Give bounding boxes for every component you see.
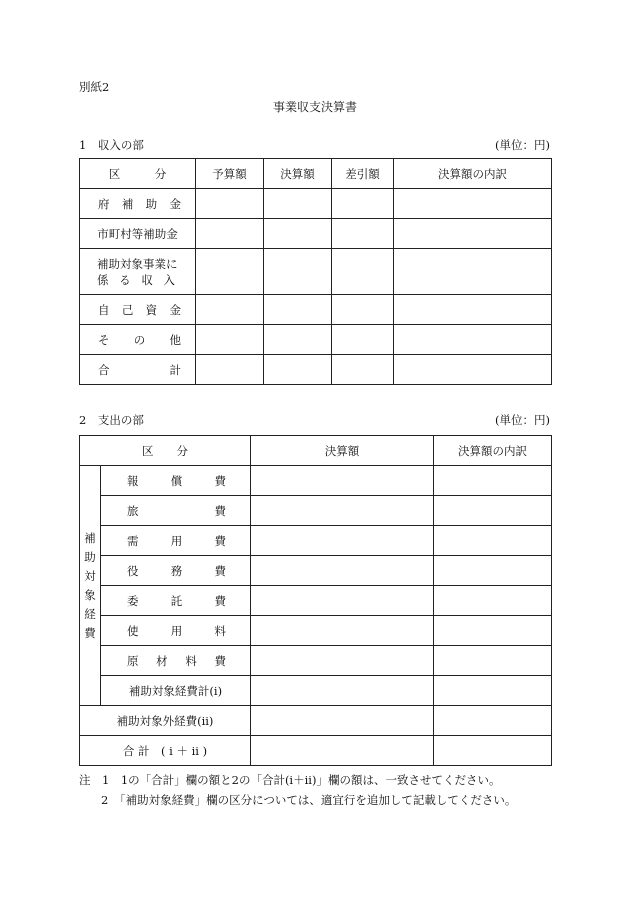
income-row-own-funds	[80, 295, 552, 325]
table-cell[interactable]	[394, 325, 552, 355]
income-header-budget: 予算額	[196, 159, 264, 189]
label-char: 合	[98, 362, 110, 377]
income-header-difference: 差引額	[332, 159, 394, 189]
table-cell[interactable]	[251, 736, 434, 766]
label-char: 費	[214, 533, 226, 548]
expense-row-compensation	[80, 466, 552, 496]
label-char: 自	[98, 302, 110, 317]
expense-table	[79, 435, 552, 766]
table-cell[interactable]	[394, 189, 552, 219]
table-cell[interactable]	[434, 556, 552, 586]
income-total-label	[80, 362, 195, 378]
table-cell[interactable]	[394, 295, 552, 325]
table-cell[interactable]	[196, 249, 264, 295]
project-income-line1: 補助対象事業に	[97, 256, 178, 271]
table-cell[interactable]	[251, 496, 434, 526]
expense-unit-label: (単位：円)	[495, 413, 550, 427]
travel-label	[101, 503, 250, 519]
expense-row-usage	[80, 616, 552, 646]
expense-label-compensation	[101, 466, 251, 496]
income-header-row	[80, 159, 552, 189]
table-cell[interactable]	[332, 295, 394, 325]
table-cell[interactable]	[434, 586, 552, 616]
label-char: 助	[145, 196, 158, 211]
table-cell[interactable]	[434, 616, 552, 646]
table-cell[interactable]	[332, 249, 394, 295]
own-funds-label	[80, 302, 195, 318]
table-cell[interactable]	[434, 496, 552, 526]
table-cell[interactable]	[264, 249, 332, 295]
label-char: 係	[97, 272, 109, 287]
expense-section-heading: 2 支出の部	[79, 413, 144, 427]
expense-label-supplies	[101, 526, 251, 556]
table-cell[interactable]	[264, 219, 332, 249]
income-label-own-funds	[80, 295, 196, 325]
expense-header-category: 区 分	[80, 436, 251, 466]
income-label-prefecture-subsidy	[80, 189, 196, 219]
label-char: 助	[84, 549, 96, 564]
materials-label	[101, 653, 250, 669]
expense-label-total: 合 計 ( i ＋ ii )	[80, 736, 251, 766]
expense-label-non-subsidy: 補助対象外経費(ii)	[80, 706, 251, 736]
income-label-other	[80, 325, 196, 355]
expense-row-commission	[80, 586, 552, 616]
label-char: そ	[98, 332, 110, 347]
label-char: 補	[84, 530, 96, 545]
label-char: る	[119, 272, 131, 287]
label-char: 象	[84, 587, 96, 602]
expense-label-commission	[101, 586, 251, 616]
services-label	[101, 563, 250, 579]
label-char: 役	[127, 563, 139, 578]
other-label	[80, 332, 195, 348]
income-table	[79, 158, 552, 385]
note-2: 2 「補助対象経費」欄の区分については、適宜行を追加して記載してください。	[101, 793, 517, 807]
label-char: 費	[214, 503, 226, 518]
income-label-municipal-subsidy: 市町村等補助金	[80, 219, 196, 249]
income-header-category: 区 分	[80, 159, 196, 189]
expense-label-travel	[101, 496, 251, 526]
compensation-label	[101, 473, 250, 489]
project-income-line2	[97, 272, 175, 288]
label-char: 用	[170, 533, 183, 548]
table-cell[interactable]	[264, 355, 332, 385]
income-row-other	[80, 325, 552, 355]
income-row-project-income	[80, 249, 552, 295]
table-cell[interactable]	[251, 646, 434, 676]
table-cell[interactable]	[251, 466, 434, 496]
commission-label	[101, 593, 250, 609]
note-1: 注 1 1の「合計」欄の額と2の「合計(i＋ii)」欄の額は、一致させてください。	[79, 773, 501, 787]
prefecture-subsidy-label	[80, 196, 195, 212]
expense-header-settled: 決算額	[251, 436, 434, 466]
label-char: 務	[170, 563, 183, 578]
table-cell[interactable]	[394, 355, 552, 385]
table-cell[interactable]	[332, 219, 394, 249]
supplies-label	[101, 533, 250, 549]
label-char: 費	[214, 473, 226, 488]
label-char: 他	[169, 332, 181, 347]
expense-row-services	[80, 556, 552, 586]
income-header-settled: 決算額	[264, 159, 332, 189]
label-char: 府	[98, 196, 110, 211]
label-char: 委	[127, 593, 139, 608]
expense-row-non-subsidy	[80, 706, 552, 736]
table-cell[interactable]	[434, 736, 552, 766]
label-char: 使	[127, 623, 139, 638]
table-cell[interactable]	[434, 676, 552, 706]
expense-row-total	[80, 736, 552, 766]
table-cell[interactable]	[251, 586, 434, 616]
label-char: 計	[169, 362, 181, 377]
label-char: 補	[121, 196, 134, 211]
table-cell[interactable]	[196, 189, 264, 219]
income-section-heading: 1 収入の部	[79, 138, 144, 152]
table-cell[interactable]	[196, 355, 264, 385]
table-cell[interactable]	[251, 676, 434, 706]
table-cell[interactable]	[332, 325, 394, 355]
table-cell[interactable]	[196, 295, 264, 325]
document-title: 事業収支決算書	[272, 100, 357, 114]
usage-label	[101, 623, 250, 639]
label-char: 金	[169, 302, 181, 317]
income-row-municipal-subsidy	[80, 219, 552, 249]
expense-label-materials	[101, 646, 251, 676]
table-cell[interactable]	[264, 325, 332, 355]
label-char: 材	[156, 653, 168, 668]
label-char: 料	[185, 653, 197, 668]
label-char: 金	[169, 196, 181, 211]
table-cell[interactable]	[251, 526, 434, 556]
income-row-total	[80, 355, 552, 385]
label-char: 償	[170, 473, 183, 488]
label-char: 用	[170, 623, 183, 638]
expense-row-travel	[80, 496, 552, 526]
table-cell[interactable]	[251, 706, 434, 736]
label-char: 費	[214, 563, 226, 578]
income-label-project-income	[80, 249, 196, 295]
label-char: 己	[121, 302, 134, 317]
income-header-detail: 決算額の内訳	[394, 159, 552, 189]
table-cell[interactable]	[394, 219, 552, 249]
label-char: 収	[141, 272, 153, 287]
table-cell[interactable]	[434, 526, 552, 556]
label-char: 料	[214, 623, 226, 638]
expense-row-supplies	[80, 526, 552, 556]
label-char: 託	[170, 593, 183, 608]
label-char: 費	[214, 653, 226, 668]
table-cell[interactable]	[332, 355, 394, 385]
expense-row-subtotal	[80, 676, 552, 706]
label-char: 費	[214, 593, 226, 608]
label-char: 対	[84, 568, 96, 583]
label-char: 旅	[127, 503, 139, 518]
table-cell[interactable]	[332, 189, 394, 219]
expense-row-materials	[80, 646, 552, 676]
label-char: 資	[145, 302, 158, 317]
table-cell[interactable]	[251, 616, 434, 646]
expense-header-row	[80, 436, 552, 466]
label-char: 費	[84, 625, 96, 640]
label-char: 原	[127, 653, 139, 668]
table-cell[interactable]	[196, 325, 264, 355]
label-char: 報	[127, 473, 139, 488]
table-cell[interactable]	[434, 466, 552, 496]
label-char: の	[133, 332, 146, 347]
expense-group-label	[80, 466, 101, 706]
label-char: 需	[127, 533, 139, 548]
table-cell[interactable]	[264, 295, 332, 325]
expense-header-detail: 決算額の内訳	[434, 436, 552, 466]
table-cell[interactable]	[434, 706, 552, 736]
table-cell[interactable]	[251, 556, 434, 586]
expense-label-services	[101, 556, 251, 586]
document-reference: 別紙2	[79, 80, 110, 94]
label-char: 入	[163, 272, 175, 287]
expense-label-subtotal: 補助対象経費計(i)	[101, 676, 251, 706]
income-row-prefecture-subsidy	[80, 189, 552, 219]
table-cell[interactable]	[264, 189, 332, 219]
table-cell[interactable]	[434, 646, 552, 676]
income-label-total	[80, 355, 196, 385]
income-unit-label: (単位：円)	[495, 138, 550, 152]
table-cell[interactable]	[394, 249, 552, 295]
expense-label-usage	[101, 616, 251, 646]
label-char: 経	[84, 606, 96, 621]
table-cell[interactable]	[196, 219, 264, 249]
